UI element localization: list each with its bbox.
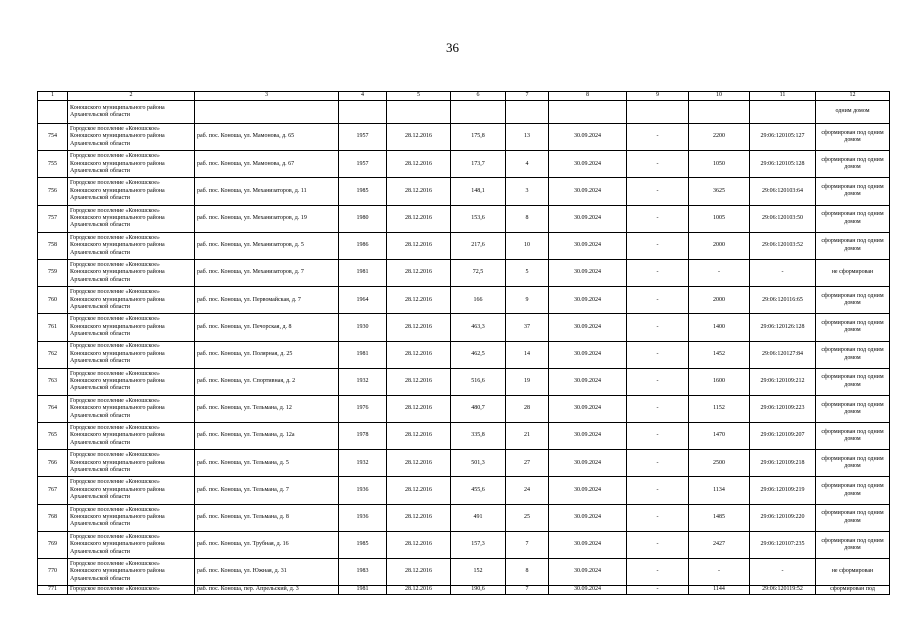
year-built-cell: 1932 [339,368,387,395]
column-header: 12 [816,92,890,101]
resettlement-deadline-cell: 30.09.2024 [549,477,627,504]
table-row [38,341,890,368]
cadastral-number-cell: - [750,559,816,586]
resettlement-deadline-cell: 30.09.2024 [549,423,627,450]
resettlement-deadline-cell: 30.09.2024 [549,395,627,422]
land-status-cell: сформирован под одним домом [816,504,890,531]
residents-cell: 21 [506,423,549,450]
cadastral-number-cell: 29:06:120105:127 [750,124,816,151]
land-area-cell: 2000 [689,287,750,314]
owner-cell: Городское поселение «Коношское» Коношского муниципального района Архангельской области [68,259,195,286]
resettlement-deadline-cell: 30.09.2024 [549,341,627,368]
land-status-cell: сформирован под одним домом [816,178,890,205]
resettlement-deadline-cell: 30.09.2024 [549,205,627,232]
recognition-date-cell: 28.12.2016 [387,559,451,586]
cadastral-number-cell: 29:06:120109:212 [750,368,816,395]
year-built-cell: 1985 [339,531,387,558]
recognition-date-cell: 28.12.2016 [387,124,451,151]
address-cell: раб. пос. Коноша, ул. Южная, д. 31 [195,559,339,586]
empty-dash-cell: - [627,477,689,504]
row-number [38,101,68,124]
residents-cell: 14 [506,341,549,368]
empty-dash-cell [627,101,689,124]
row-number: 761 [38,314,68,341]
owner-cell: Городское поселение «Коношское» Коношского муниципального района Архангельской области [68,151,195,178]
year-built-cell: 1930 [339,314,387,341]
empty-dash-cell: - [627,314,689,341]
land-area-cell: 3625 [689,178,750,205]
land-area-cell: - [689,259,750,286]
empty-dash-cell: - [627,531,689,558]
residents-cell: 10 [506,232,549,259]
row-number: 758 [38,232,68,259]
empty-dash-cell: - [627,178,689,205]
cadastral-number-cell [750,101,816,124]
land-area-cell: - [689,559,750,586]
address-cell [195,101,339,124]
empty-dash-cell: - [627,341,689,368]
cadastral-number-cell: 29:06:120127:84 [750,341,816,368]
owner-cell: Городское поселение «Коношское» Коношского муниципального района Архангельской области [68,287,195,314]
residents-cell: 5 [506,259,549,286]
area-cell: 516,6 [451,368,506,395]
area-cell: 72,5 [451,259,506,286]
header-row [38,92,890,101]
resettlement-deadline-cell [549,101,627,124]
residents-cell: 37 [506,314,549,341]
owner-cell: Городское поселение «Коношское» Коношского муниципального района Архангельской области [68,450,195,477]
resettlement-deadline-cell: 30.09.2024 [549,531,627,558]
land-area-cell: 1005 [689,205,750,232]
owner-cell: Городское поселение «Коношское» Коношского муниципального района Архангельской области [68,368,195,395]
land-area-cell: 1485 [689,504,750,531]
area-cell: 462,5 [451,341,506,368]
residents-cell: 24 [506,477,549,504]
row-number: 762 [38,341,68,368]
empty-dash-cell: - [627,586,689,594]
table-body [38,101,890,595]
cadastral-number-cell: 29:06:120119:52 [750,586,816,594]
cadastral-number-cell: 29:06:120107:235 [750,531,816,558]
land-status-cell: сформирован под одним домом [816,368,890,395]
cadastral-number-cell: 29:06:120116:65 [750,287,816,314]
table-row [38,586,890,594]
land-area-cell: 1470 [689,423,750,450]
table-row [38,477,890,504]
land-status-cell: сформирован под одним домом [816,232,890,259]
owner-cell: Городское поселение «Коношское» Коношского муниципального района Архангельской области [68,559,195,586]
address-cell: раб. пос. Коноша, ул. Печорская, д. 8 [195,314,339,341]
residents-cell: 27 [506,450,549,477]
cadastral-number-cell: 29:06:120103:64 [750,178,816,205]
column-header: 9 [627,92,689,101]
column-header: 6 [451,92,506,101]
resettlement-deadline-cell: 30.09.2024 [549,124,627,151]
land-status-cell: не сформирован [816,559,890,586]
row-number: 756 [38,178,68,205]
recognition-date-cell: 28.12.2016 [387,232,451,259]
resettlement-deadline-cell: 30.09.2024 [549,178,627,205]
resettlement-deadline-cell: 30.09.2024 [549,314,627,341]
land-area-cell: 1152 [689,395,750,422]
area-cell: 491 [451,504,506,531]
cadastral-number-cell: 29:06:120109:218 [750,450,816,477]
year-built-cell: 1932 [339,450,387,477]
column-header: 11 [750,92,816,101]
land-area-cell [689,101,750,124]
cadastral-number-cell: 29:06:120103:50 [750,205,816,232]
table-row [38,124,890,151]
recognition-date-cell: 28.12.2016 [387,259,451,286]
year-built-cell: 1985 [339,178,387,205]
resettlement-deadline-cell: 30.09.2024 [549,586,627,594]
recognition-date-cell: 28.12.2016 [387,205,451,232]
cadastral-number-cell: 29:06:120109:207 [750,423,816,450]
year-built-cell: 1986 [339,232,387,259]
area-cell: 501,3 [451,450,506,477]
land-area-cell: 1600 [689,368,750,395]
area-cell: 463,3 [451,314,506,341]
area-cell: 166 [451,287,506,314]
land-area-cell: 2200 [689,124,750,151]
year-built-cell: 1957 [339,151,387,178]
land-area-cell: 2000 [689,232,750,259]
area-cell [451,101,506,124]
recognition-date-cell: 28.12.2016 [387,287,451,314]
recognition-date-cell: 28.12.2016 [387,395,451,422]
row-number: 755 [38,151,68,178]
address-cell: раб. пос. Коноша, ул. Спортивная, д. 2 [195,368,339,395]
row-number: 770 [38,559,68,586]
land-status-cell: сформирован под одним домом [816,531,890,558]
table-row [38,504,890,531]
owner-cell: Городское поселение «Коношское» Коношского муниципального района Архангельской области [68,205,195,232]
table-row [38,314,890,341]
row-number: 757 [38,205,68,232]
area-cell: 480,7 [451,395,506,422]
year-built-cell [339,101,387,124]
cadastral-number-cell: 29:06:120126:128 [750,314,816,341]
page-number: 36 [446,40,459,55]
land-area-cell: 2427 [689,531,750,558]
empty-dash-cell: - [627,423,689,450]
recognition-date-cell: 28.12.2016 [387,368,451,395]
owner-cell: Городское поселение «Коношское» Коношского муниципального района Архангельской области [68,477,195,504]
recognition-date-cell: 28.12.2016 [387,450,451,477]
land-area-cell: 1452 [689,341,750,368]
column-header: 1 [38,92,68,101]
residents-cell: 3 [506,178,549,205]
land-status-cell: сформирован под одним домом [816,287,890,314]
row-number: 754 [38,124,68,151]
table-row [38,423,890,450]
owner-cell: Городское поселение «Коношское» Коношского муниципального района Архангельской области [68,314,195,341]
row-number: 763 [38,368,68,395]
address-cell: раб. пос. Коноша, ул. Тельмана, д. 7 [195,477,339,504]
table-row [38,151,890,178]
column-header: 7 [506,92,549,101]
year-built-cell: 1981 [339,259,387,286]
table-row [38,287,890,314]
cadastral-number-cell: 29:06:120109:223 [750,395,816,422]
owner-cell: Городское поселение «Коношское» Коношского муниципального района Архангельской области [68,423,195,450]
empty-dash-cell: - [627,287,689,314]
table-row [38,531,890,558]
empty-dash-cell: - [627,124,689,151]
residents-cell: 28 [506,395,549,422]
address-cell: раб. пос. Коноша, ул. Механизаторов, д. 11 [195,178,339,205]
residents-cell: 13 [506,124,549,151]
land-status-cell: сформирован под одним домом [816,395,890,422]
owner-cell: Городское поселение «Коношское» Коношского муниципального района Архангельской области [68,395,195,422]
owner-cell: Коношского муниципального района Архангельской области [68,101,195,124]
recognition-date-cell [387,101,451,124]
cadastral-number-cell: - [750,259,816,286]
owner-cell: Городское поселение «Коношское» Коношского муниципального района Архангельской области [68,124,195,151]
cadastral-number-cell: 29:06:120103:52 [750,232,816,259]
land-area-cell: 1144 [689,586,750,594]
land-status-cell: сформирован под одним домом [816,341,890,368]
year-built-cell: 1976 [339,395,387,422]
area-cell: 455,6 [451,477,506,504]
resettlement-deadline-cell: 30.09.2024 [549,504,627,531]
resettlement-deadline-cell: 30.09.2024 [549,368,627,395]
year-built-cell: 1983 [339,559,387,586]
table-row [38,450,890,477]
address-cell: раб. пос. Коноша, ул. Первомайская, д. 7 [195,287,339,314]
cadastral-number-cell: 29:06:120109:220 [750,504,816,531]
row-number: 767 [38,477,68,504]
table-row [38,395,890,422]
residents-cell: 7 [506,586,549,594]
recognition-date-cell: 28.12.2016 [387,314,451,341]
table-row [38,178,890,205]
empty-dash-cell: - [627,559,689,586]
column-header: 2 [68,92,195,101]
row-number: 769 [38,531,68,558]
address-cell: раб. пос. Коноша, ул. Тельмана, д. 5 [195,450,339,477]
address-cell: раб. пос. Коноша, ул. Тельмана, д. 12а [195,423,339,450]
year-built-cell: 1981 [339,586,387,594]
land-status-cell: сформирован под одним домом [816,124,890,151]
empty-dash-cell: - [627,205,689,232]
year-built-cell: 1936 [339,504,387,531]
year-built-cell: 1964 [339,287,387,314]
recognition-date-cell: 28.12.2016 [387,151,451,178]
owner-cell: Городское поселение «Коношское» [68,586,195,594]
land-status-cell: сформирован под одним домом [816,151,890,178]
empty-dash-cell: - [627,259,689,286]
land-status-cell: сформирован под одним домом [816,205,890,232]
area-cell: 217,6 [451,232,506,259]
resettlement-deadline-cell: 30.09.2024 [549,287,627,314]
address-cell: раб. пос. Коноша, ул. Трубная, д. 16 [195,531,339,558]
residents-cell: 8 [506,205,549,232]
address-cell: раб. пос. Коноша, ул. Мамонова, д. 65 [195,124,339,151]
column-header: 3 [195,92,339,101]
land-status-cell: сформирован под [816,586,890,594]
address-cell: раб. пос. Коноша, ул. Тельмана, д. 12 [195,395,339,422]
address-cell: раб. пос. Коноша, ул. Тельмана, д. 8 [195,504,339,531]
resettlement-deadline-cell: 30.09.2024 [549,259,627,286]
table-row [38,101,890,124]
owner-cell: Городское поселение «Коношское» Коношского муниципального района Архангельской области [68,178,195,205]
year-built-cell: 1981 [339,341,387,368]
land-status-cell: сформирован под одним домом [816,450,890,477]
owner-cell: Городское поселение «Коношское» Коношского муниципального района Архангельской области [68,504,195,531]
recognition-date-cell: 28.12.2016 [387,504,451,531]
land-status-cell: не сформирован [816,259,890,286]
empty-dash-cell: - [627,368,689,395]
area-cell: 148,1 [451,178,506,205]
land-status-cell: сформирован под одним домом [816,477,890,504]
recognition-date-cell: 28.12.2016 [387,341,451,368]
land-area-cell: 1134 [689,477,750,504]
empty-dash-cell: - [627,450,689,477]
land-area-cell: 1050 [689,151,750,178]
recognition-date-cell: 28.12.2016 [387,586,451,594]
area-cell: 190,6 [451,586,506,594]
area-cell: 152 [451,559,506,586]
empty-dash-cell: - [627,395,689,422]
column-header: 5 [387,92,451,101]
column-header: 8 [549,92,627,101]
residents-cell: 4 [506,151,549,178]
table-row [38,205,890,232]
land-area-cell: 1400 [689,314,750,341]
address-cell: раб. пос. Коноша, ул. Механизаторов, д. 19 [195,205,339,232]
land-status-cell: сформирован под одним домом [816,423,890,450]
table-row [38,559,890,586]
empty-dash-cell: - [627,151,689,178]
recognition-date-cell: 28.12.2016 [387,531,451,558]
residents-cell: 25 [506,504,549,531]
recognition-date-cell: 28.12.2016 [387,178,451,205]
area-cell: 153,6 [451,205,506,232]
owner-cell: Городское поселение «Коношское» Коношского муниципального района Архангельской области [68,232,195,259]
year-built-cell: 1980 [339,205,387,232]
residents-cell: 7 [506,531,549,558]
cadastral-number-cell: 29:06:120109:219 [750,477,816,504]
resettlement-deadline-cell: 30.09.2024 [549,151,627,178]
area-cell: 157,3 [451,531,506,558]
resettlement-deadline-cell: 30.09.2024 [549,232,627,259]
row-number: 765 [38,423,68,450]
owner-cell: Городское поселение «Коношское» Коношского муниципального района Архангельской области [68,341,195,368]
resettlement-deadline-cell: 30.09.2024 [549,559,627,586]
area-cell: 173,7 [451,151,506,178]
recognition-date-cell: 28.12.2016 [387,477,451,504]
land-area-cell: 2500 [689,450,750,477]
address-cell: раб. пос. Коноша, пер. Апрельский, д. 3 [195,586,339,594]
row-number: 760 [38,287,68,314]
table-row [38,259,890,286]
column-header: 4 [339,92,387,101]
year-built-cell: 1957 [339,124,387,151]
address-cell: раб. пос. Коноша, ул. Механизаторов, д. 7 [195,259,339,286]
table-row [38,232,890,259]
year-built-cell: 1978 [339,423,387,450]
empty-dash-cell: - [627,504,689,531]
land-status-cell: одним домом [816,101,890,124]
housing-registry-table [37,91,890,595]
residents-cell: 19 [506,368,549,395]
row-number: 764 [38,395,68,422]
row-number: 759 [38,259,68,286]
column-header: 10 [689,92,750,101]
recognition-date-cell: 28.12.2016 [387,423,451,450]
cadastral-number-cell: 29:06:120105:128 [750,151,816,178]
year-built-cell: 1936 [339,477,387,504]
row-number: 766 [38,450,68,477]
table-row [38,368,890,395]
residents-cell [506,101,549,124]
residents-cell: 8 [506,559,549,586]
resettlement-deadline-cell: 30.09.2024 [549,450,627,477]
land-status-cell: сформирован под одним домом [816,314,890,341]
area-cell: 175,8 [451,124,506,151]
row-number: 768 [38,504,68,531]
empty-dash-cell: - [627,232,689,259]
address-cell: раб. пос. Коноша, ул. Мамонова, д. 67 [195,151,339,178]
address-cell: раб. пос. Коноша, ул. Механизаторов, д. 5 [195,232,339,259]
owner-cell: Городское поселение «Коношское» Коношского муниципального района Архангельской области [68,531,195,558]
residents-cell: 9 [506,287,549,314]
area-cell: 335,8 [451,423,506,450]
address-cell: раб. пос. Коноша, ул. Полярная, д. 25 [195,341,339,368]
row-number: 771 [38,586,68,594]
